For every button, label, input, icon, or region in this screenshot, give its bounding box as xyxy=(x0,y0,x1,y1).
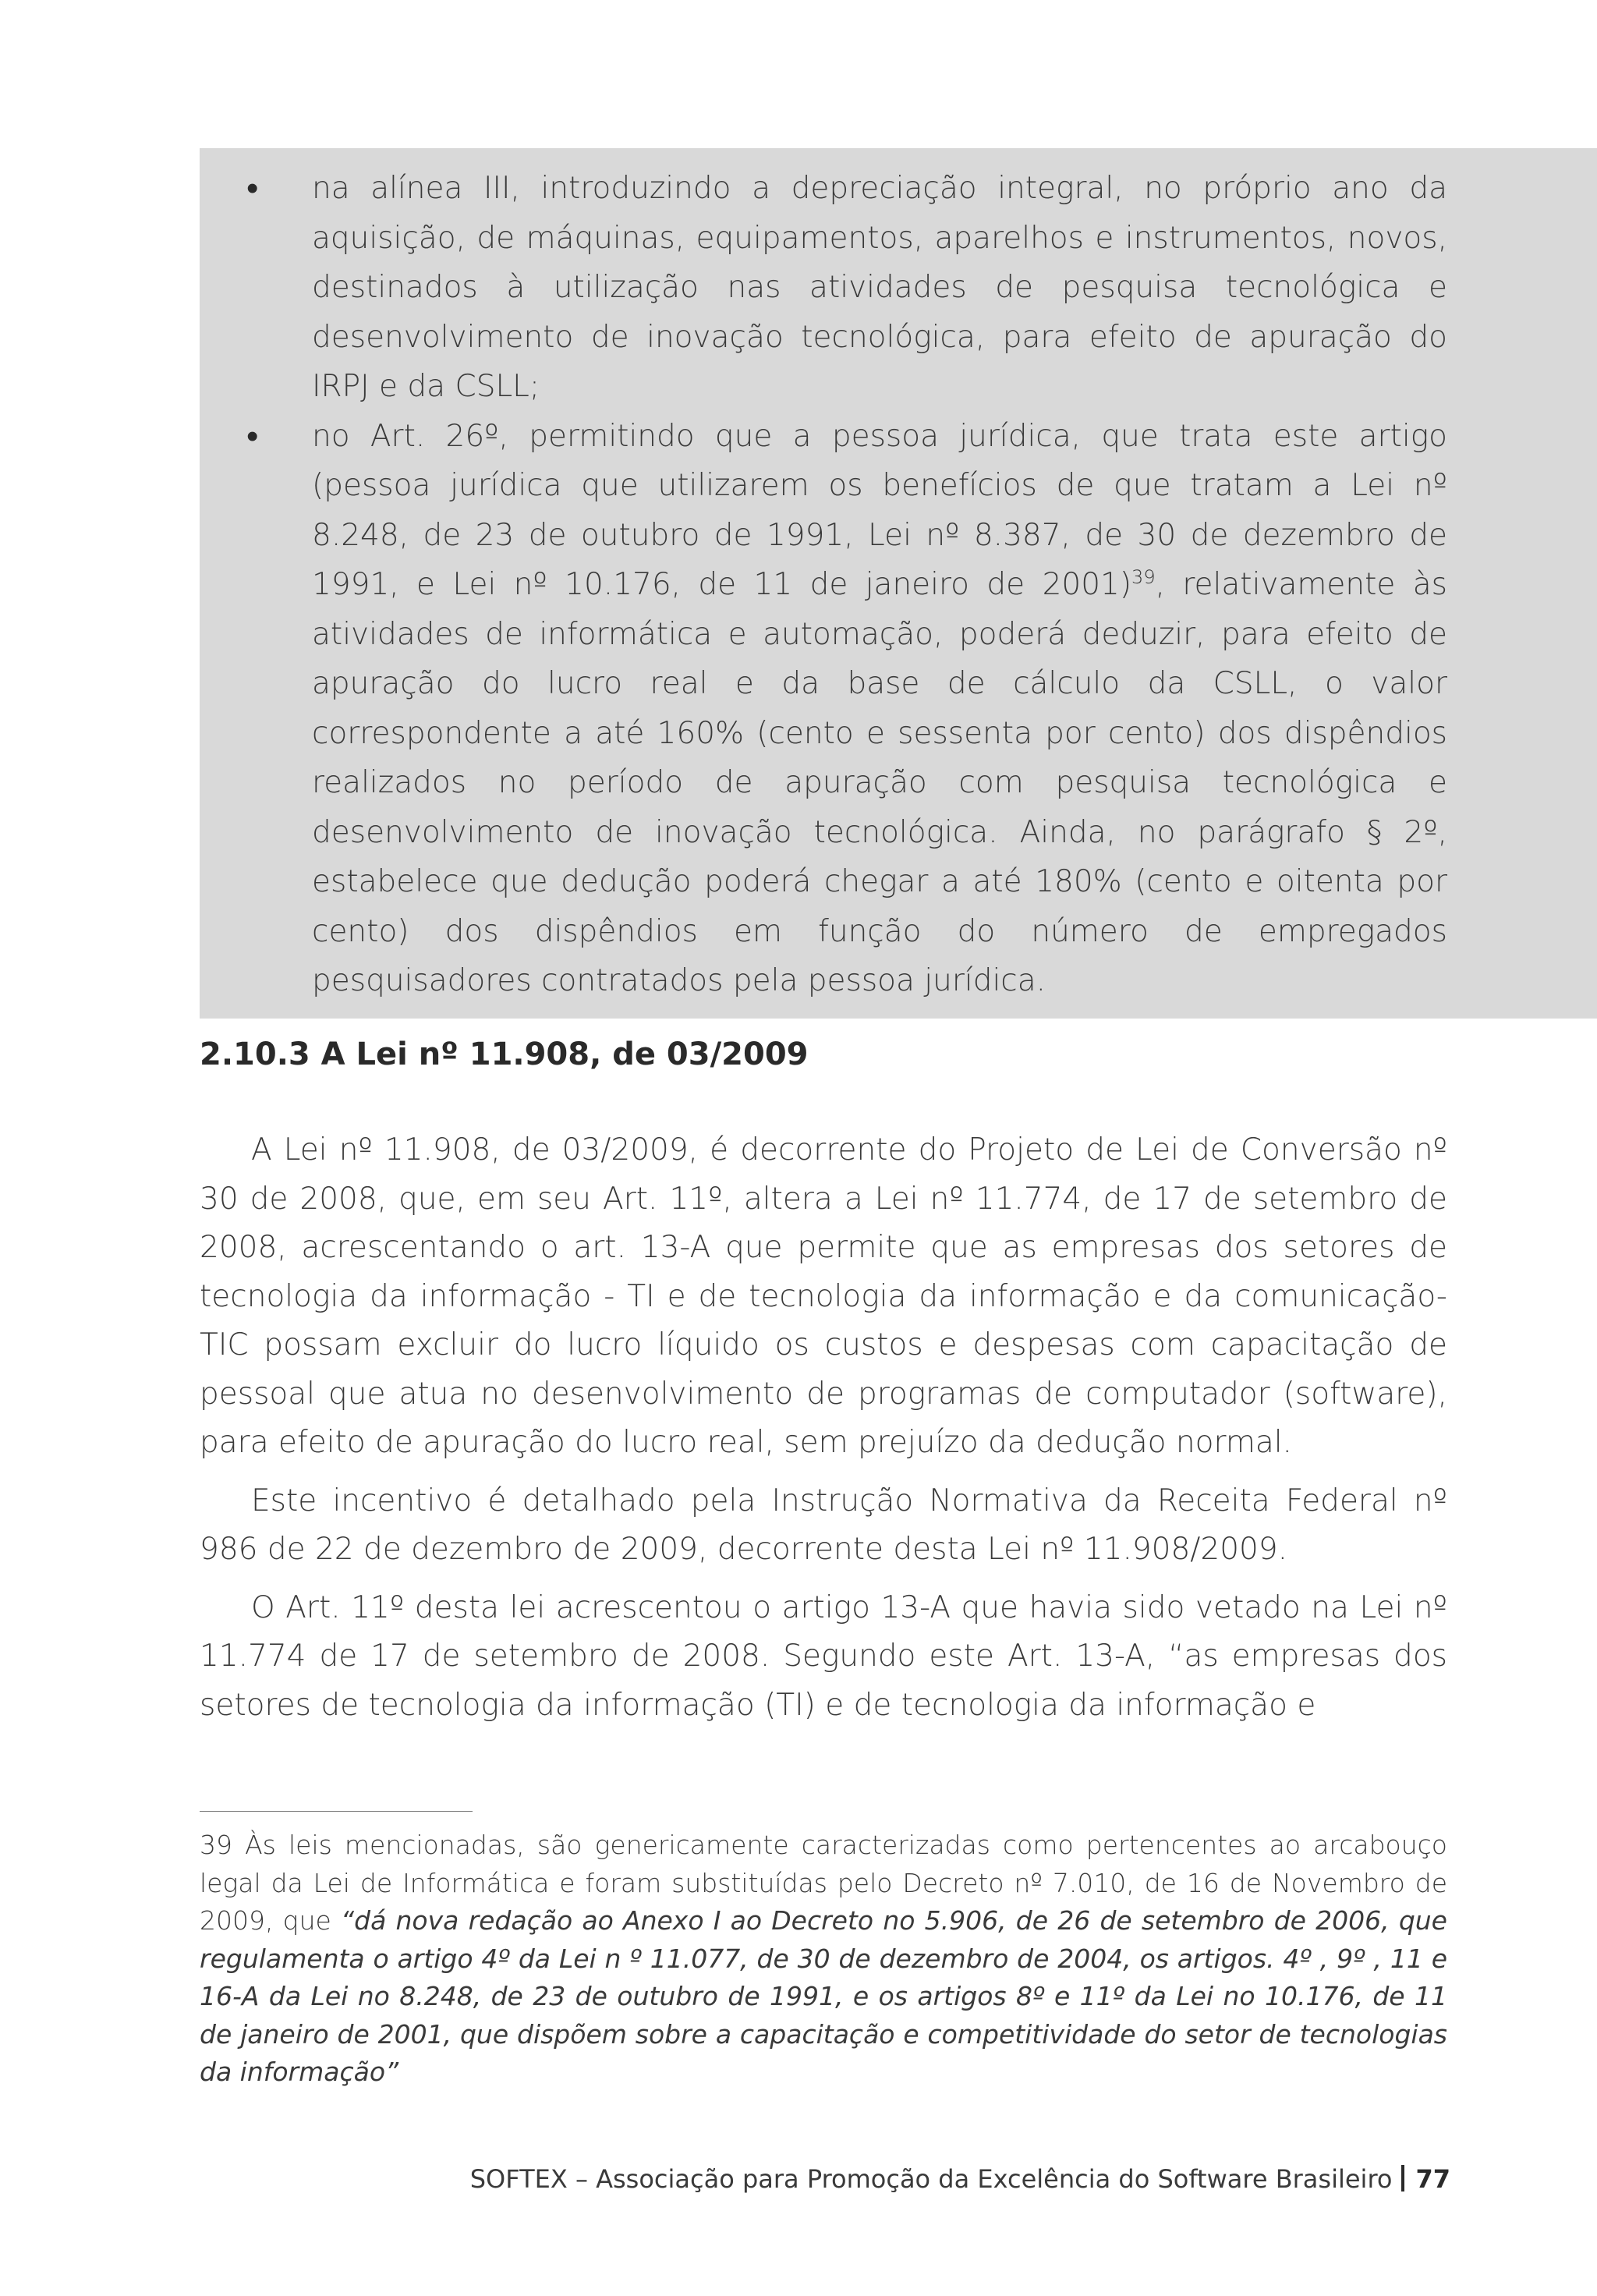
body-paragraph-2: Este incentivo é detalhado pela Instrução Normativa da Receita Federal nº 986 de 22 de dezembro de 2009, decorrente desta Lei nº 11.908/2009. xyxy=(200,1483,1447,1567)
bullet-text-after-ref: , relativamente às atividades de informática e automação, poderá deduzir, para efeito de apuração do lucro real e da base de cálculo da CSLL, o valor correspondente a até 160% (cento e sessenta por cento) dos dispêndios realizados no período de apuração com pesquisa tecnológica e desenvolvimento de inovação tecnológica. Ainda, no parágrafo § 2º, estabelece que dedução poderá chegar a até 180% (cento e oitenta por cento) dos dispêndios em função do número de empregados pesquisadores contratados pela pessoa jurídica. xyxy=(312,567,1447,998)
bullet-item-depreciation xyxy=(246,164,1447,412)
footnote-number: 39 xyxy=(200,1830,232,1860)
footnote-divider xyxy=(200,1811,473,1812)
footnote-39 xyxy=(200,1827,1447,2092)
footnote-reference-39[interactable]: 39 xyxy=(1131,566,1156,588)
footnote-quote: “dá nova redação ao Anexo I ao Decreto no 5.906, de 26 de setembro de 2006, que regulamenta o artigo 4º da Lei n º 11.077, de 30 de dezembro de 2004, os artigos. 4º , 9º , 11 e 16-A da Lei no 8.248, de 23 de outubro de 1991, e os artigos 8º e 11º da Lei no 10.176, de 11 de janeiro de 2001, que dispõem sobre a capacitação e competitividade do setor de tecnologias da informação” xyxy=(200,1905,1447,2087)
bullet-list xyxy=(246,164,1447,1006)
page-number: 77 xyxy=(1415,2164,1450,2194)
footer-publisher: SOFTEX – Associação para Promoção da Excelência do Software Brasileiro xyxy=(469,2164,1393,2194)
body-paragraph-3: O Art. 11º desta lei acrescentou o artigo 13-A que havia sido vetado na Lei nº 11.774 de 17 de setembro de 2008. Segundo este Art. 13-A, “as empresas dos setores de tecnologia da informação (TI) e de tecnologia da informação e xyxy=(200,1589,1447,1723)
bullet-dot-icon: • xyxy=(246,168,259,208)
bullet-text-before-ref: no Art. 26º, permitindo que a pessoa jurídica, que trata este artigo (pessoa jurídica que utilizarem os benefícios de que tratam a Lei nº 8.248, de 23 de outubro de 1991, Lei nº 8.387, de 30 de dezembro de 1991, e Lei nº 10.176, de 11 de janeiro de 2001) xyxy=(312,418,1447,602)
page-footer xyxy=(470,2160,1450,2198)
bullet-dot-icon: • xyxy=(246,416,259,456)
body-paragraph-1: A Lei nº 11.908, de 03/2009, é decorrente do Projeto de Lei de Conversão nº 30 de 2008, que, em seu Art. 11º, altera a Lei nº 11.774, de 17 de setembro de 2008, acrescentando o art. 13-A que permite que as empresas dos setores de tecnologia da informação - TI e de tecnologia da informação e da comunicação- TIC possam excluir do lucro líquido os custos e despesas com capacitação de pessoal que atua no desenvolvimento de programas de computador (software), para efeito de apuração do lucro real, sem prejuízo da dedução normal. xyxy=(200,1132,1447,1460)
bullet-text: na alínea III, introduzindo a depreciação integral, no próprio ano da aquisição, de máquinas, equipamentos, aparelhos e instrumentos, novos, destinados à utilização nas atividades de pesquisa tecnológica e desenvolvimento de inovação tecnológica, para efeito de apuração do IRPJ e da CSLL; xyxy=(312,171,1447,404)
footnote-text: Às leis mencionadas, são genericamente caracterizadas como pertencentes ao arcabouço legal da Lei de Informática e foram substituídas pelo Decreto nº 7.010, de 16 de Novembro de 2009, que xyxy=(200,1830,1447,1936)
bullet-item-art-26 xyxy=(246,412,1447,1006)
section-heading: 2.10.3 A Lei nº 11.908, de 03/2009 xyxy=(200,1036,809,1072)
section-body xyxy=(200,1126,1447,1739)
footer-separator xyxy=(1401,2165,1404,2191)
